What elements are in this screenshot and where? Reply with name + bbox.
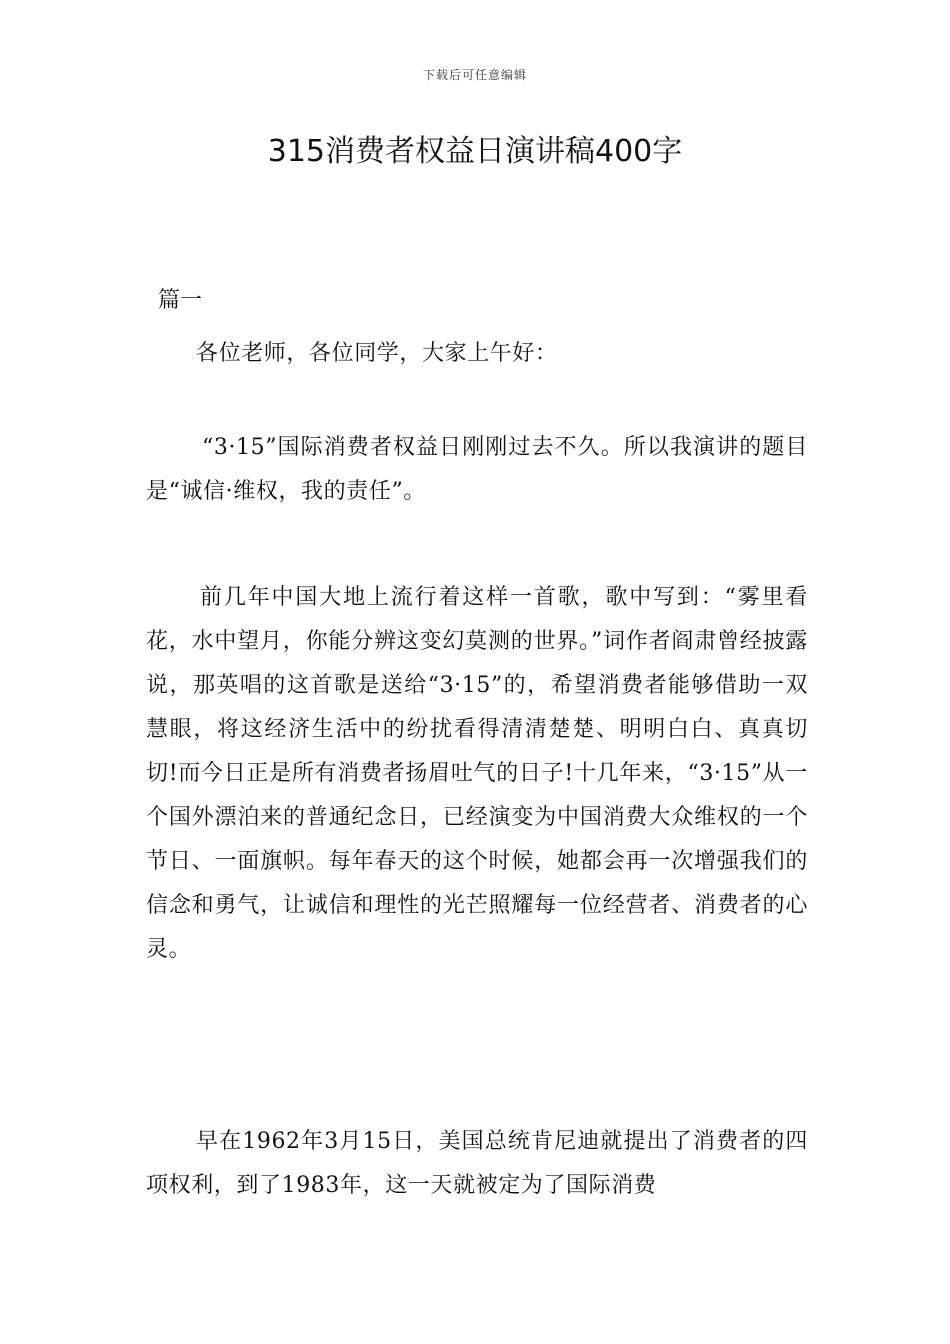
body-paragraph-3: 早在1962年3月15日，美国总统肯尼迪就提出了消费者的四项权利，到了1983年，这一天就被定为了国际消费 [146, 1129, 808, 1198]
section-label: 篇一 [158, 288, 203, 313]
body-paragraph-1: “3·15”国际消费者权益日刚刚过去不久。所以我演讲的题目是“诚信·维权，我的责任”。 [146, 435, 808, 504]
header-note: 下载后可任意编辑 [422, 68, 527, 82]
page-title: 315消费者权益日演讲稿400字 [267, 134, 683, 169]
body-paragraph-2: 前几年中国大地上流行着这样一首歌，歌中写到：“雾里看花，水中望月，你能分辨这变幻莫测的世界。”词作者阎肃曾经披露说，那英唱的这首歌是送给“3·15”的，希望消费者能够借助一双慧眼，将这经济生活中的纷扰看得清清楚楚、明明白白、真真切切!而今日正是所有消费者扬眉吐气的日子!十几年来，“3·15”从一个国外漂泊来的普通纪念日，已经演变为中国消费大众维权的一个节日、一面旗帜。每年春天的这个时候，她都会再一次增强我们的信念和勇气，让诚信和理性的光芒照耀每一位经营者、消费者的心灵。 [146, 585, 808, 962]
greeting-paragraph: 各位老师，各位同学，大家上午好： [196, 341, 558, 366]
